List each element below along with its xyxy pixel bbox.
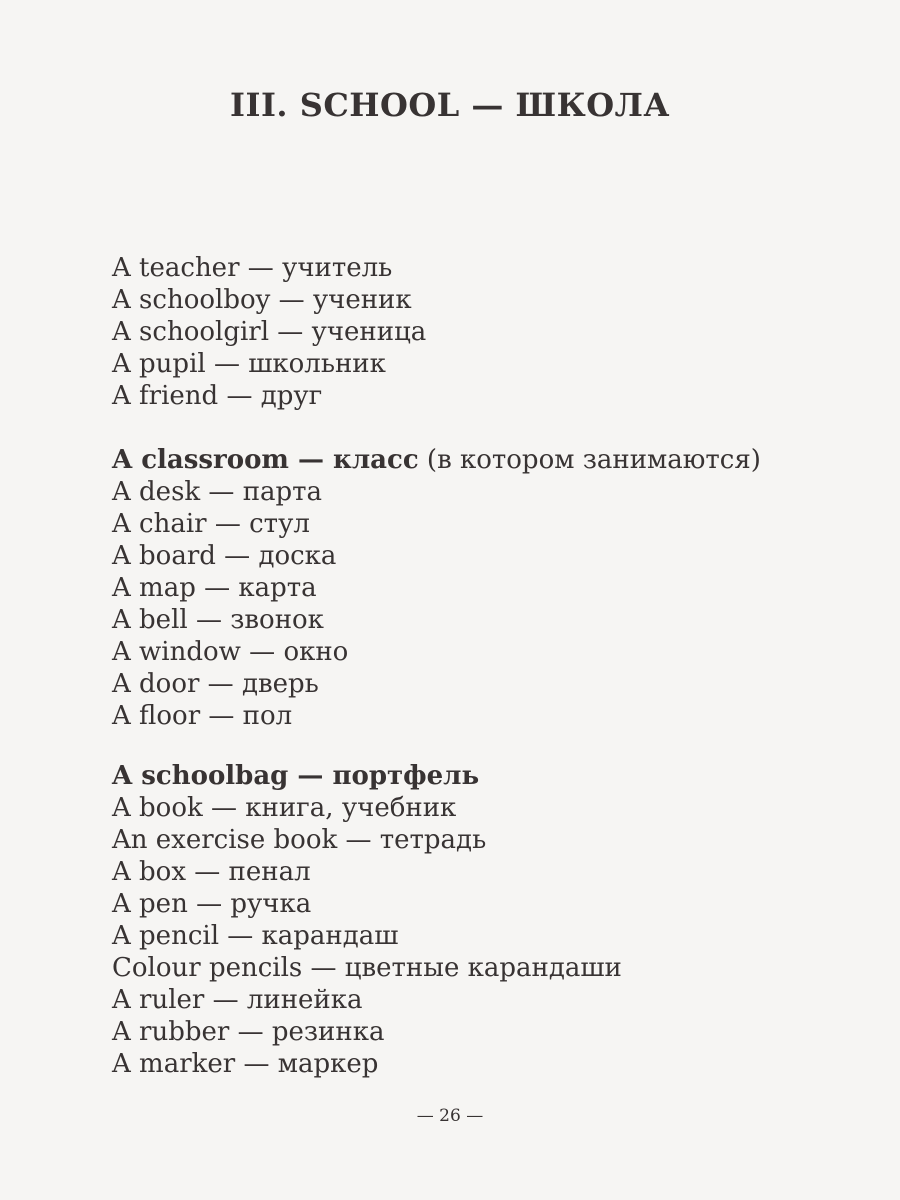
- vocab-line: A teacher — учитель: [112, 253, 393, 283]
- vocab-line: A desk — парта: [112, 477, 323, 507]
- heading-note: (в котором занимаются): [418, 445, 761, 475]
- vocab-line: A schoolgirl — ученица: [112, 317, 427, 347]
- page-number: — 26 —: [416, 1106, 484, 1126]
- vocab-line: A pupil — школьник: [112, 349, 386, 379]
- vocab-line: A book — книга, учебник: [112, 793, 457, 823]
- vocab-line: A chair — стул: [112, 509, 310, 539]
- vocab-line: A schoolboy — ученик: [112, 285, 412, 315]
- vocab-line: A map — карта: [112, 573, 317, 603]
- vocab-line: A pencil — карандаш: [112, 921, 399, 951]
- vocab-line: A rubber — резинка: [112, 1017, 385, 1047]
- vocab-line: A window — окно: [112, 637, 349, 667]
- vocab-line: An exercise book — тетрадь: [112, 825, 487, 855]
- vocab-line: A floor — пол: [112, 701, 293, 731]
- vocab-line: A board — доска: [112, 541, 337, 571]
- group-classroom: [112, 444, 872, 732]
- vocab-line: A box — пенал: [112, 857, 311, 887]
- vocab-line: A friend — друг: [112, 381, 323, 411]
- vocab-line: A pen — ручка: [112, 889, 312, 919]
- vocab-line: A door — дверь: [112, 669, 319, 699]
- heading-bold: A classroom — класс: [112, 445, 419, 475]
- group-heading: A schoolbag — портфель: [112, 761, 480, 791]
- group-heading: [112, 444, 872, 476]
- vocabulary-list: [112, 252, 872, 1080]
- vocab-line: A ruler — линейка: [112, 985, 363, 1015]
- group-schoolbag: [112, 760, 872, 1080]
- group-people: [112, 252, 872, 412]
- vocab-line: A marker — маркер: [112, 1049, 379, 1079]
- vocab-line: A bell — звонок: [112, 605, 324, 635]
- vocab-line: Colour pencils — цветные карандаши: [112, 953, 622, 983]
- page-title: III. SCHOOL — ШКОЛА: [230, 86, 670, 124]
